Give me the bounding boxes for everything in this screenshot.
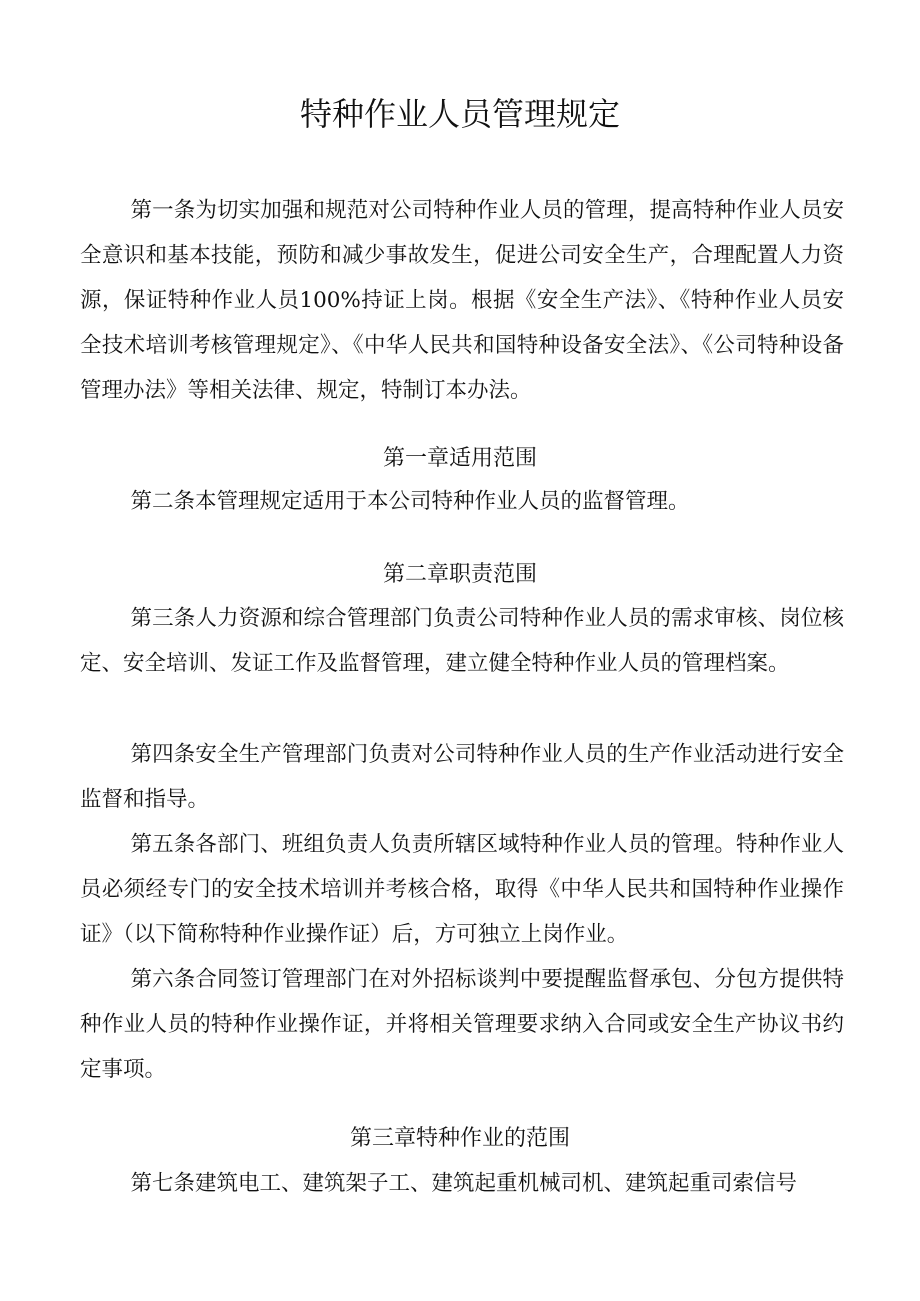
article-4-paragraph: 第四条安全生产管理部门负责对公司特种作业人员的生产作业活动进行安全监督和指导。	[80, 742, 844, 812]
document-title: 特种作业人员管理规定	[299, 95, 620, 133]
article-6-paragraph: 第六条合同签订管理部门在对外招标谈判中要提醒监督承包、分包方提供特种作业人员的特种作业操作证，并将相关管理要求纳入合同或安全生产协议书约定事项。	[80, 967, 844, 1082]
chapter-3-heading: 第三章特种作业的范围	[349, 1126, 570, 1151]
article-7-paragraph: 第七条建筑电工、建筑架子工、建筑起重机械司机、建筑起重司索信号	[130, 1171, 798, 1196]
article-2-paragraph: 第二条本管理规定适用于本公司特种作业人员的监督管理。	[130, 489, 690, 514]
article-3-paragraph: 第三条人力资源和综合管理部门负责公司特种作业人员的需求审核、岗位核定、安全培训、发证工作及监督管理，建立健全特种作业人员的管理档案。	[80, 606, 844, 676]
chapter-2-heading: 第二章职责范围	[382, 562, 537, 587]
article-1-paragraph: 第一条为切实加强和规范对公司特种作业人员的管理，提高特种作业人员安全意识和基本技能，预防和减少事故发生，促进公司安全生产，合理配置人力资源，保证特种作业人员100%持证上岗。根据《安全生产法》、《特种作业人员安全技术培训考核管理规定》、《中华人民共和国特种设备安全法》、《公司特种设备管理办法》等相关法律、规定，特制订本办法。	[80, 198, 844, 403]
article-5-paragraph: 第五条各部门、班组负责人负责所辖区域特种作业人员的管理。特种作业人员必须经专门的安全技术培训并考核合格，取得《中华人民共和国特种作业操作证》（以下简称特种作业操作证）后，方可独立上岗作业。	[80, 832, 844, 947]
chapter-1-heading: 第一章适用范围	[382, 446, 537, 471]
